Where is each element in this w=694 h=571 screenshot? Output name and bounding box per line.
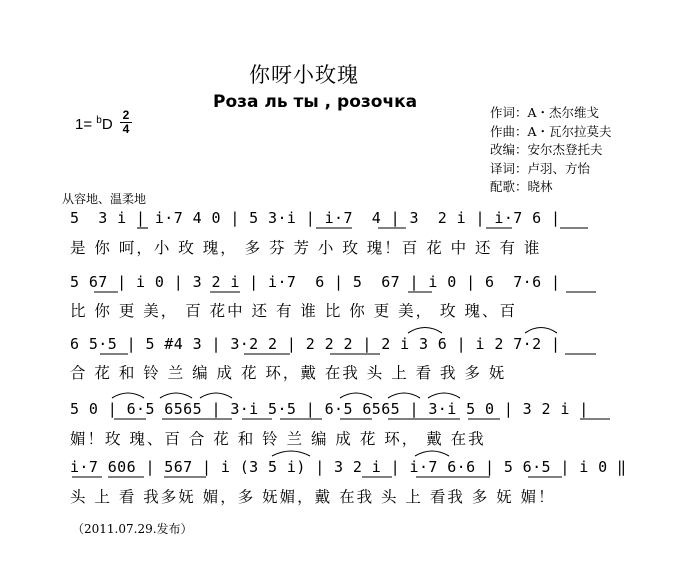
slur-mark [415,451,449,456]
slur-mark [160,393,192,398]
key-note: D [101,116,113,133]
song-title: 你呀小玫瑰 [249,63,359,87]
score-row-4-lyrics: 媚！玫 瑰、百 合 花 和 铃 兰 编 成 花 环， 戴 在我 [70,430,486,448]
credit-composer: 作曲：A・瓦尔拉莫夫 [490,123,612,139]
score-row-5-notes: i·7 606 | 567 | i (3 5 i) | 3 2 i | i·7 6·6 | 5 6·5 | i 0 ‖ [70,458,627,476]
score-row-3-notes: 6 5·5 | 5 #4 3 | 3·2 2 | 2 2 2 | 2 i 3 6 | i 2 7·2 | [70,335,561,353]
meter-top: 2 [122,108,130,122]
key-flat: b [96,115,102,126]
meter-bottom: 4 [122,122,130,136]
credit-lyricist: 作词：A・杰尔维戈 [490,105,600,120]
slur-mark [408,328,442,334]
credit-arranger: 改编：安尔杰登托夫 [490,142,603,157]
slur-mark [200,393,232,398]
song-subtitle-russian: Роза ль ты , розочка [213,92,418,112]
slur-mark [428,393,460,398]
slur-mark [340,393,372,398]
slur-mark [272,451,310,456]
credit-singing-adaptor: 配歌：晓林 [490,179,553,194]
score-row-1-lyrics: 是 你 呵，小 玫 瑰， 多 芬 芳 小 玫 瑰！百 花 中 还 有 谁 [70,239,542,257]
score-row-3-lyrics: 合 花 和 铃 兰 编 成 花 环，戴 在我 头 上 看 我 多 妩 [70,364,507,382]
slur-mark [112,393,144,398]
score-row-2-notes: 5 67 | i 0 | 3 2 i | i·7 6 | 5 67 | i 0 | 6 7·6 | [70,273,561,291]
credit-translator: 译词：卢羽、方怡 [490,160,591,176]
publish-date: （2011.07.29.发布） [72,522,193,536]
score-row-4-notes: 5 0 | 6·5 6565 | 3·i 5·5 | 6·5 6565 | 3·i 5 0 | 3 2 i | [70,400,589,418]
score-row-5-lyrics: 头 上 看 我多妩 媚，多 妩媚，戴 在我 头 上 看我 多 妩 媚！ [70,488,556,506]
score-row-2-lyrics: 比 你 更 美， 百 花中 还 有 谁 比 你 更 美， 玫 瑰、百 [70,302,517,320]
slur-mark [388,393,420,398]
key-prefix: 1= [75,116,93,133]
score-row-1-notes: 5 3 i | i·7 4 0 | 5 3·i | i·7 4 | 3 2 i | i·7 6 | [70,209,561,227]
tempo-marking: 从容地、温柔地 [62,192,147,206]
slur-mark [525,328,557,334]
